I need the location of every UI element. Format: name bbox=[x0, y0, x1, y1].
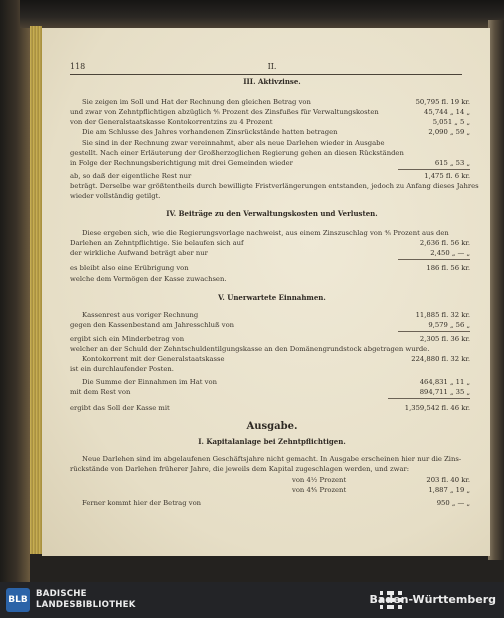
ausgabe-row-1-text: von 4½ Prozent bbox=[292, 476, 347, 484]
section-5-title: V. Unerwartete Einnahmen. bbox=[218, 293, 326, 302]
s5-total-value: 1,359,542 fl. 46 kr. bbox=[404, 404, 470, 412]
s5-row-2-text: gegen den Kassenbestand am Jahresschluß von bbox=[70, 321, 235, 329]
s3-row-4-value: 2,090 „ 59 „ bbox=[428, 128, 470, 136]
s5-diff-text: ergibt sich ein Minderbetrag von bbox=[70, 335, 185, 343]
ausgabe-para-2: rückstände von Darlehen früherer Jahre, die jeweils dem Kapital zugeschlagen werden, und zwar: bbox=[70, 465, 410, 473]
s4-sum-rule bbox=[398, 259, 470, 260]
ausgabe-para-1: Neue Darlehen sind im abgelaufenen Geschäftsjahre nicht gemacht. In Ausgabe erscheinen hier nur die Zins- bbox=[82, 455, 462, 463]
s5-total-rule bbox=[388, 398, 470, 399]
document-page bbox=[42, 28, 490, 556]
s3-para-line-3: in Folge der Rechnungsberichtigung mit drei Gemeinden wieder bbox=[70, 159, 293, 167]
s5-total-text: ergibt das Soll der Kasse mit bbox=[70, 404, 170, 412]
s3-rest-text: ab, so daß der eigentliche Rest nur bbox=[70, 172, 192, 180]
s3-row-3-text: von der Generalstaatskasse Kontokorrentzins zu 4 Prozent bbox=[70, 118, 273, 126]
s5-sum-2-text: mit dem Rest von bbox=[70, 388, 131, 396]
s3-rest-value: 1,475 fl. 6 kr. bbox=[424, 172, 470, 180]
s4-row-1-value: 2,636 fl. 56 kr. bbox=[419, 239, 470, 247]
gilt-page-edges bbox=[30, 26, 42, 554]
s3-tail-line-2: wieder vollständig getilgt. bbox=[70, 192, 161, 200]
s3-row-3-value: 5,051 „ 5 „ bbox=[432, 118, 470, 126]
ausgabe-final-text: Ferner kommt hier der Betrag von bbox=[82, 499, 202, 507]
blb-logo[interactable]: BLB bbox=[6, 588, 30, 612]
s4-line-1: Diese ergeben sich, wie die Regierungsvorlage nachweist, aus einem Zinszuschlag von ⅘ Prozent aus den bbox=[82, 229, 449, 237]
s4-tail: welche dem Vermögen der Kasse zuwachsen. bbox=[70, 275, 227, 283]
s5-sum-1-text: Die Summe der Einnahmen im Hat von bbox=[82, 378, 217, 386]
s4-row-1-text: Darlehen an Zehntpflichtige. Sie belaufen sich auf bbox=[70, 239, 244, 247]
s3-sum-rule bbox=[398, 169, 470, 170]
s5-sum-1-value: 464,831 „ 11 „ bbox=[419, 378, 470, 386]
header-rule bbox=[70, 74, 462, 75]
state-name[interactable]: Baden-Württemberg bbox=[369, 593, 496, 606]
s3-tail-line-1: beträgt. Derselbe war größtentheils durch bewilligte Fristverlängerungen entstanden, jedoch zu Anfang dieses Jahres bbox=[70, 182, 479, 190]
s3-para-line-1: Sie sind in der Rechnung zwar vereinnahmt, aber als neue Darlehen wieder in Ausgabe bbox=[82, 139, 385, 147]
ausgabe-title: Ausgabe. bbox=[246, 421, 298, 432]
footer-bar bbox=[0, 582, 504, 618]
ausgabe-final-value: 950 „ — „ bbox=[436, 499, 470, 507]
s5-diff-rule bbox=[398, 331, 470, 332]
s5-sum-2-value: 894,711 „ 35 „ bbox=[419, 388, 470, 396]
s4-result-value: 186 fl. 56 kr. bbox=[426, 264, 470, 272]
book-edge-left bbox=[0, 0, 30, 582]
library-name-line-2: LANDESBIBLIOTHEK bbox=[36, 600, 136, 610]
s3-row-2-value: 45,744 „ 14 „ bbox=[424, 108, 470, 116]
library-name-line-1: BADISCHE bbox=[36, 589, 87, 599]
s3-row-1-text: Sie zeigen im Soll und Hat der Rechnung den gleichen Betrag von bbox=[82, 98, 311, 106]
s4-row-2-value: 2,450 „ — „ bbox=[430, 249, 470, 257]
s5-row-1-value: 11,885 fl. 32 kr. bbox=[415, 311, 470, 319]
s4-row-2-text: der wirkliche Aufwand beträgt aber nur bbox=[70, 249, 208, 257]
s5-row-1-text: Kassenrest aus voriger Rechnung bbox=[82, 311, 199, 319]
s3-para-value: 615 „ 53 „ bbox=[434, 159, 470, 167]
s5-row-2-value: 9,579 „ 56 „ bbox=[428, 321, 470, 329]
s3-row-1-value: 50,795 fl. 19 kr. bbox=[415, 98, 470, 106]
section-4-title: IV. Beiträge zu den Verwaltungskosten und Verlusten. bbox=[166, 209, 378, 218]
page-number: 118 bbox=[70, 62, 86, 71]
ausgabe-row-1-value: 203 fl. 40 kr. bbox=[426, 476, 470, 484]
s3-para-line-2: gestellt. Nach einer Erläuterung der Großherzoglichen Regierung gehen an diesen Rückständen bbox=[70, 149, 404, 157]
s5-konto-value: 224,880 fl. 32 kr. bbox=[411, 355, 470, 363]
s5-mid: welcher an der Schuld der Zehntschuldentilgungskasse an den Domänengrundstock abgetragen wurde. bbox=[70, 345, 430, 353]
ausgabe-subtitle: I. Kapitalanlage bei Zehntpflichtigen. bbox=[198, 437, 346, 446]
book-edge-right bbox=[488, 20, 504, 560]
ausgabe-row-2-text: von 4⅘ Prozent bbox=[292, 486, 347, 494]
ausgabe-row-2-value: 1,887 „ 19 „ bbox=[428, 486, 470, 494]
s4-result-text: es bleibt also eine Erübrigung von bbox=[70, 264, 189, 272]
book-cover-top bbox=[20, 0, 504, 28]
section-3-title: III. Aktivzinse. bbox=[243, 77, 301, 86]
s5-konto-tail: ist ein durchlaufender Posten. bbox=[70, 365, 174, 373]
s5-diff-value: 2,305 fl. 36 kr. bbox=[419, 335, 470, 343]
s5-konto-text: Kontokorrent mit der Generalstaatskasse bbox=[82, 355, 225, 363]
s3-row-2-text: und zwar von Zehntpflichtigen abzüglich ⅘ Prozent des Zinsfußes für Verwaltungskosten bbox=[70, 108, 379, 116]
s3-row-4-text: Die am Schlusse des Jahres vorhandenen Zinsrückstände hatten betragen bbox=[82, 128, 338, 136]
section-numeral: II. bbox=[267, 62, 277, 71]
